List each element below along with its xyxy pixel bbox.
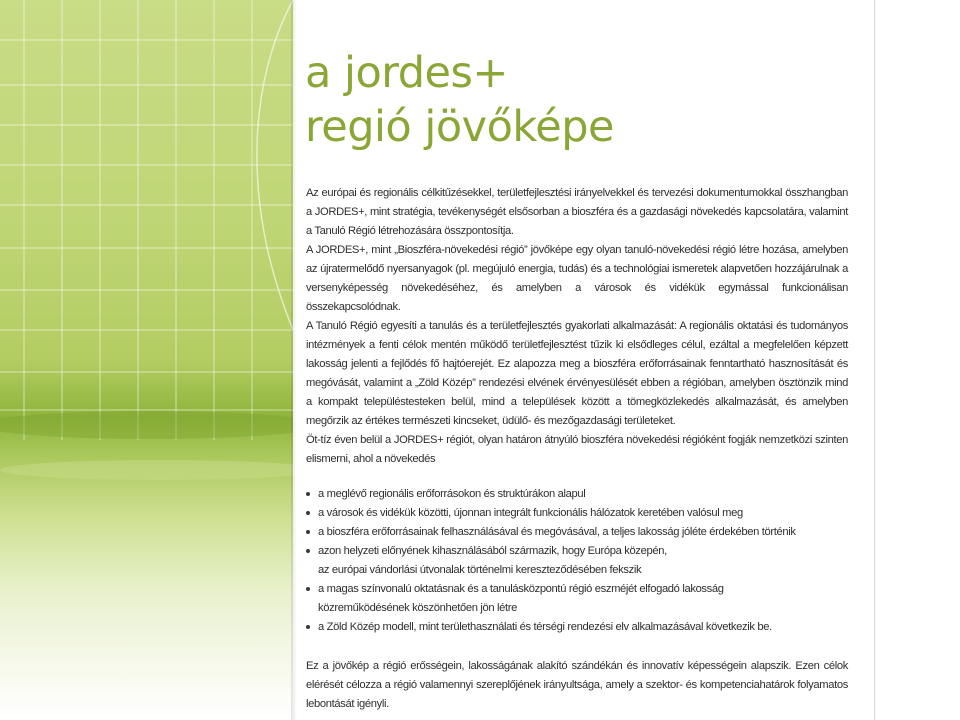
paragraph: A Tanuló Régió egyesíti a tanulás és a területfejlesztés gyakorlati alkalmazását: A regionális oktatási és tudományos intézmények a fenti célok mentén működő területfejlesztést tűzik ki elsődleges célul, ezáltal a megfelelően képzett lakosság jelenti a fejlődés fő hajtóerejét. Ez alapozza meg a bioszféra erőforrásainak fenntartható hasznosítását és megóvását, valamint a „Zöld Közép” rendezési elvének érvényesülését ebben a régióban, amelyben ösztönzik mind a kompakt településtesteken belül, mind a települések között a tömegközlekedés alkalmazását, és amelyben megőrzik az értékes természeti kincseket, üdülő- és mezőgazdasági területeket. (306, 320, 848, 427)
bullet-item (306, 523, 848, 542)
bullet-text: a bioszféra erőforrásainak felhasználásával és megóvásával, a teljes lakosság jóléte érdekében történik (318, 526, 796, 538)
bullet-item (306, 504, 848, 523)
right-margin-rule (874, 0, 875, 720)
bullet-item (306, 485, 848, 504)
page-title (305, 46, 614, 154)
page-title-line-2: regió jövőképe (305, 102, 614, 152)
paragraph: Az európai és regionális célkitűzésekkel, területfejlesztési irányelvekkel és tervezési dokumentumokkal összhangban a JORDES+, mint stratégia, tevékenységét elsősorban a bioszféra és a gazdasági növekedés kapcsolatára, valamint a Tanuló Régió létrehozására összpontosítja. (306, 187, 848, 237)
paragraph: Öt-tíz éven belül a JORDES+ régiót, olyan határon átnyúló bioszféra növekedési régióként fogják nemzetközi szinten elismerni, ahol a növekedés (306, 434, 848, 465)
bullet-text: a városok és vidékük közötti, újonnan integrált funkcionális hálózatok keretében valósul meg (318, 507, 743, 519)
closing-paragraph: Ez a jövőkép a régió erősségein, lakosságának alakító szándékán és innovatív képességein alapszik. Ezen célok elérését célozza a régió valamennyi szereplőjének irányultsága, amely a szektor- és kompetenciahatárok folyamatos lebontását igényli. (306, 660, 848, 710)
bullet-text: azon helyzeti előnyének kihasználásából származik, hogy Európa közepén, (318, 545, 667, 557)
body-text (306, 184, 848, 714)
bullet-text: a meglévő regionális erőforrásokon és struktúrákon alapul (318, 488, 586, 500)
page-title-line-1: a jordes+ (305, 48, 508, 98)
paragraph: A JORDES+, mint „Bioszféra-növekedési régió” jövőképe egy olyan tanuló-növekedési régió létre hozása, amelyben az újratermelődő nyersanyagok (pl. megújuló energia, tudás) és a technológiai ismeretek alapvetően hozzájárulnak a versenyképesség növekedéséhez, és amelyben a városok és vidékük egymással funkcionálisan összekapcsolódnak. (306, 244, 848, 313)
bullet-item (306, 580, 848, 618)
bullet-item (306, 618, 848, 637)
bullet-item (306, 542, 848, 580)
bullet-text: a magas színvonalú oktatásnak és a tanulásközpontú régió eszméjét elfogadó lakosság (318, 583, 724, 595)
grid-pattern (0, 0, 293, 720)
bullet-text-continued: az európai vándorlási útvonalak történelmi kereszteződésében fekszik (318, 564, 642, 576)
bullet-text: a Zöld Közép modell, mint területhasználati és térségi rendezési elv alkalmazásával következik be. (318, 621, 772, 633)
bullet-list (306, 485, 848, 637)
bullet-text-continued: közreműködésének köszönhetően jön létre (318, 602, 518, 614)
decorative-green-panel (0, 0, 293, 720)
page-shadow (291, 0, 297, 720)
